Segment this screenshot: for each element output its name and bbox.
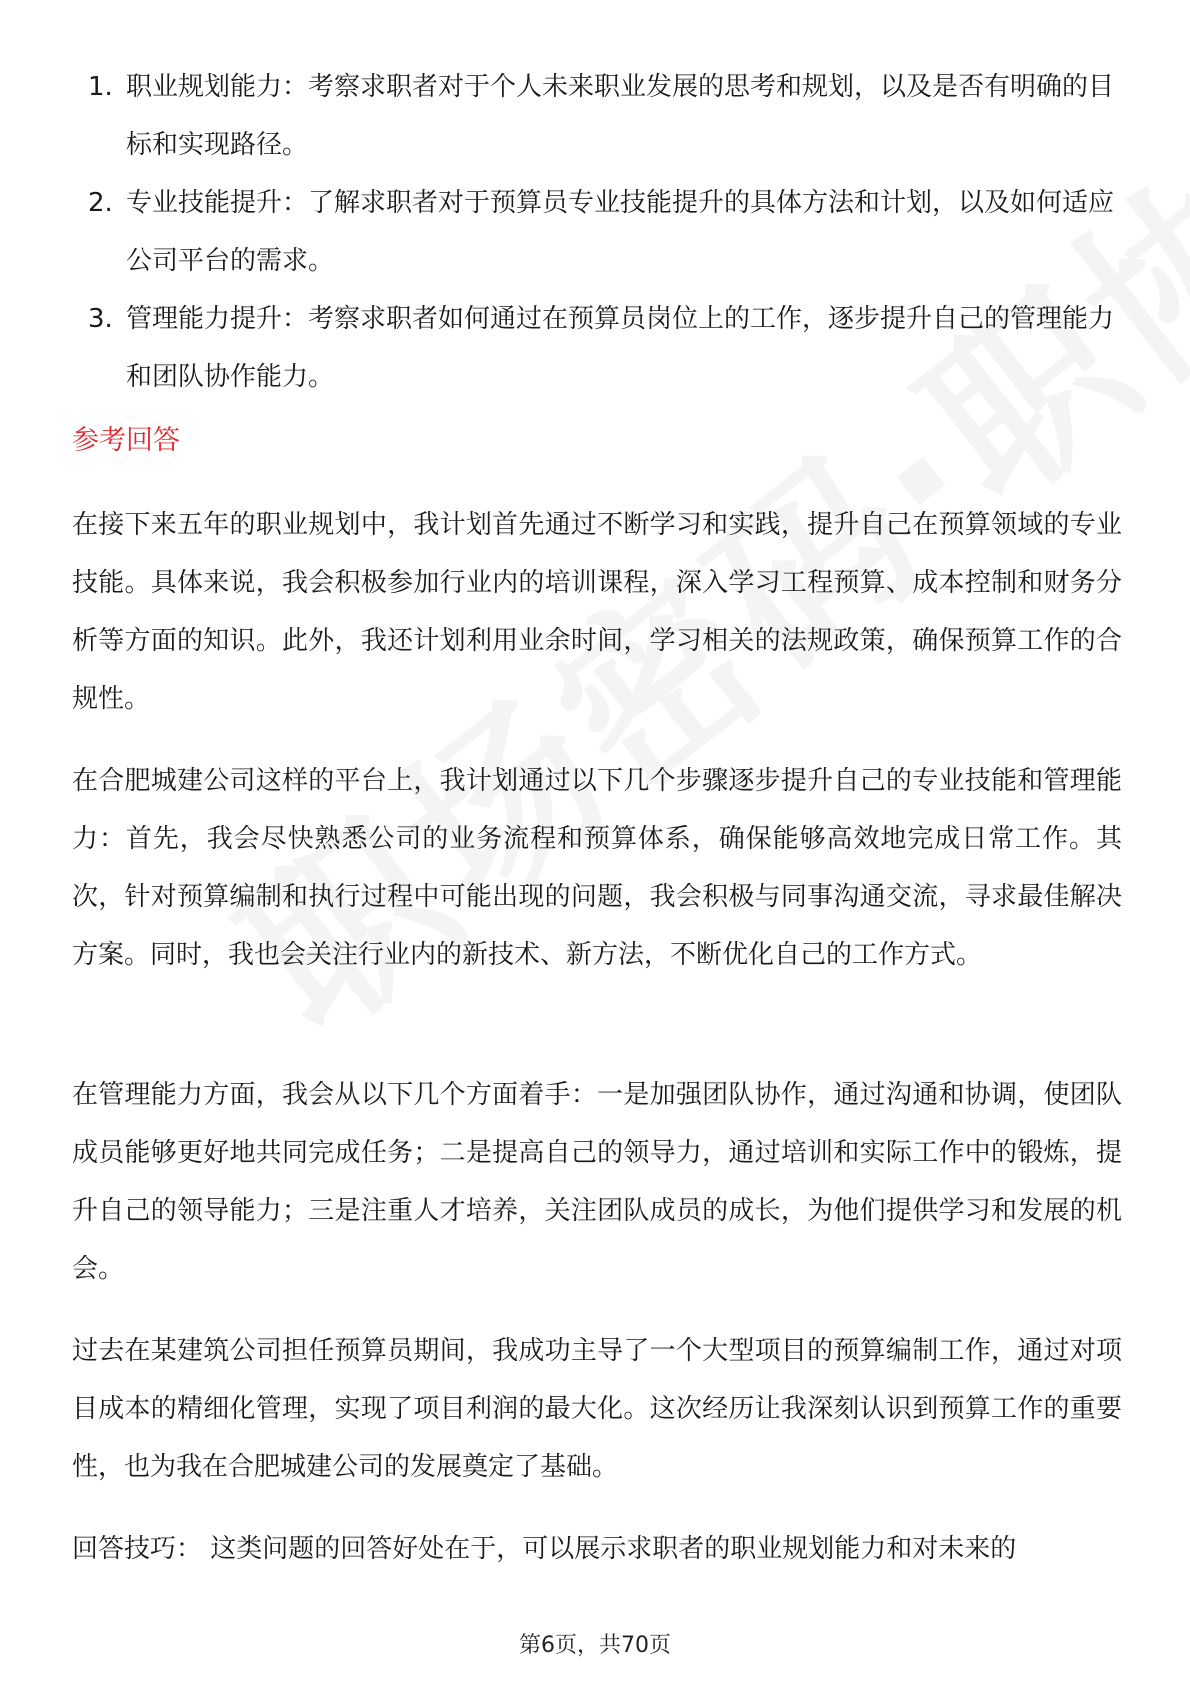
list-item: [72, 174, 1122, 290]
list-item-text: 专业技能提升：了解求职者对于预算员专业技能提升的具体方法和计划，以及如何适应公司平台的需求。: [126, 188, 1115, 276]
list-item-text: 管理能力提升：考察求职者如何通过在预算员岗位上的工作，逐步提升自己的管理能力和团队协作能力。: [126, 304, 1115, 392]
answer-paragraph-3: 在管理能力方面，我会从以下几个方面着手：一是加强团队协作，通过沟通和协调，使团队成员能够更好地共同完成任务；二是提高自己的领导力，通过培训和实际工作中的锻炼，提升自己的领导能力；三是注重人才培养，关注团队成员的成长，为他们提供学习和发展的机会。: [72, 1080, 1122, 1284]
list-item: [72, 290, 1122, 406]
list-item-text: 职业规划能力：考察求职者对于个人未来职业发展的思考和规划，以及是否有明确的目标和实现路径。: [126, 72, 1115, 160]
list-item-number: 3.: [88, 304, 113, 334]
answer-tips-paragraph: 回答技巧： 这类问题的回答好处在于，可以展示求职者的职业规划能力和对未来的: [72, 1534, 1017, 1564]
focus-points-list: [72, 58, 1122, 406]
list-item-number: 2.: [88, 188, 113, 218]
answer-paragraph-1: 在接下来五年的职业规划中，我计划首先通过不断学习和实践，提升自己在预算领域的专业技能。具体来说，我会积极参加行业内的培训课程，深入学习工程预算、成本控制和财务分析等方面的知识。此外，我还计划利用业余时间，学习相关的法规政策，确保预算工作的合规性。: [72, 510, 1122, 714]
reference-answer-heading: 参考回答: [72, 425, 180, 456]
list-item: [72, 58, 1122, 174]
answer-paragraph-4: 过去在某建筑公司担任预算员期间，我成功主导了一个大型项目的预算编制工作，通过对项目成本的精细化管理，实现了项目利润的最大化。这次经历让我深刻认识到预算工作的重要性，也为我在合肥城建公司的发展奠定了基础。: [72, 1336, 1122, 1482]
answer-paragraph-2: 在合肥城建公司这样的平台上，我计划通过以下几个步骤逐步提升自己的专业技能和管理能力：首先，我会尽快熟悉公司的业务流程和预算体系，确保能够高效地完成日常工作。其次，针对预算编制和执行过程中可能出现的问题，我会积极与同事沟通交流，寻求最佳解决方案。同时，我也会关注行业内的新技术、新方法，不断优化自己的工作方式。: [72, 766, 1122, 970]
page-number-footer: 第6页，共70页: [519, 1633, 671, 1658]
list-item-number: 1.: [88, 72, 113, 102]
